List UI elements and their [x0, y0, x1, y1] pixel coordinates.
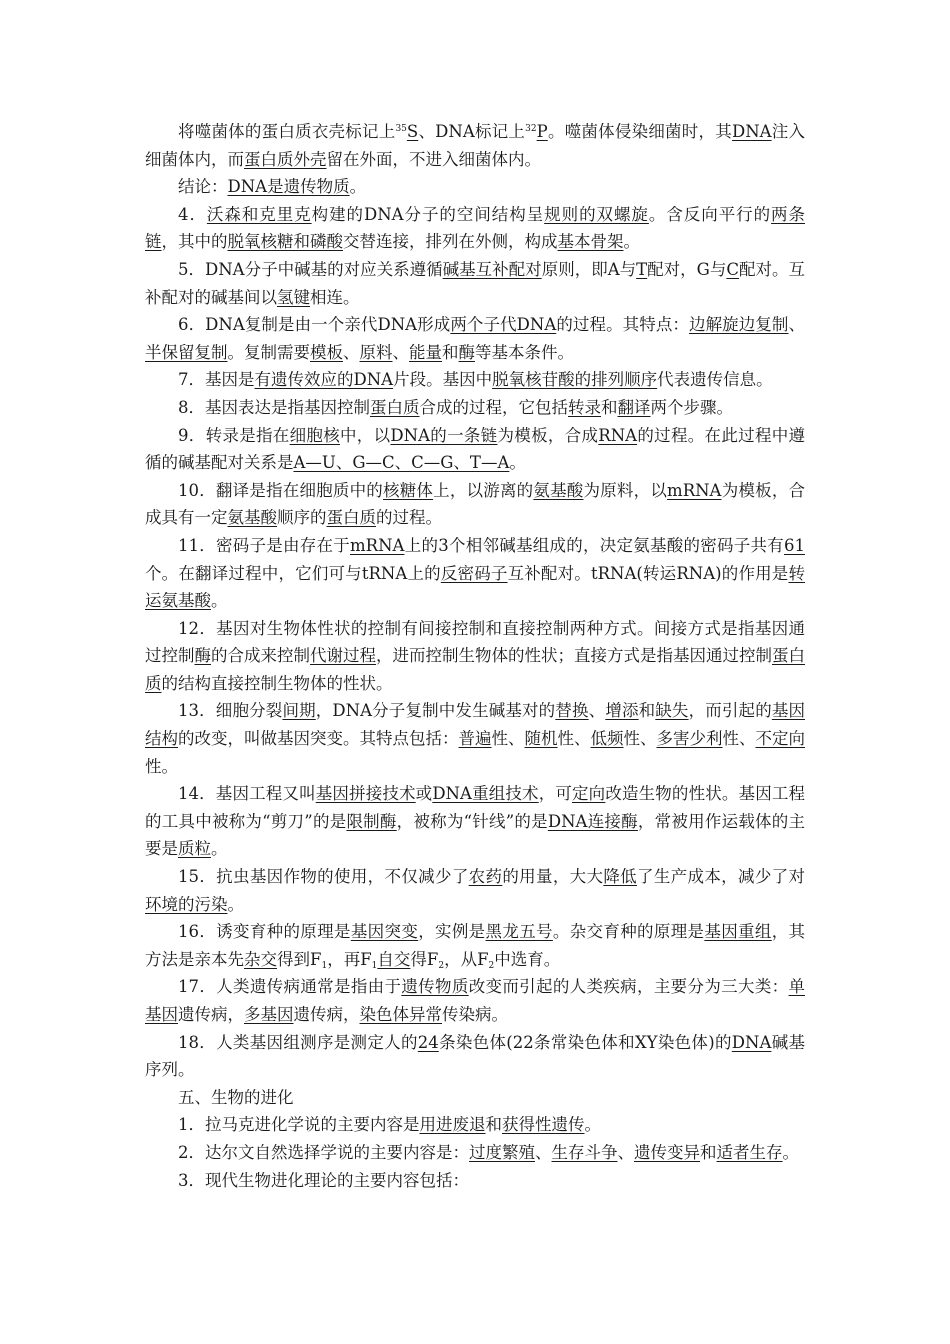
- underlined-answer: 能量: [409, 342, 442, 362]
- underlined-answer: 酶: [194, 646, 211, 666]
- paragraph: [145, 201, 805, 256]
- text-run: 、: [535, 1142, 552, 1162]
- underlined-answer: 两个子代DNA: [450, 315, 557, 335]
- underlined-answer: 基因突变: [350, 922, 419, 942]
- subscript: 1: [371, 960, 378, 971]
- text-run: 得F: [410, 949, 439, 969]
- text-run: 性、: [491, 729, 525, 749]
- underlined-answer: 翻译: [617, 397, 651, 417]
- document-body: [145, 118, 805, 1194]
- text-run: 。: [782, 1142, 799, 1162]
- text-run: 12．基因对生物体性状的控制有间接控制和直接控制两种方式。间接方式是指基因通过控制: [145, 618, 805, 666]
- text-run: 个。在翻译过程中，它们可与tRNA上的: [145, 563, 441, 583]
- paragraph: [145, 615, 805, 698]
- text-run: ，DNA分子复制中发生碱基对的: [315, 701, 556, 721]
- subscript: 2: [488, 960, 495, 971]
- text-run: 将噬菌体的蛋白质衣壳标记上: [178, 122, 396, 141]
- underlined-answer: 转运氨基酸: [145, 563, 805, 611]
- text-run: 5．DNA分子中碱基的对应关系遵循: [178, 259, 443, 279]
- underlined-answer: 原料: [359, 342, 393, 362]
- text-run: 、: [343, 342, 360, 362]
- paragraph: [145, 697, 805, 780]
- text-run: 的改变，叫做基因突变。其特点包括：: [178, 729, 459, 749]
- text-run: 为模板，合成具有一定: [145, 480, 806, 528]
- text-run: 9．转录是指在: [178, 425, 290, 445]
- text-run: 构建的DNA分子的空间结构呈: [311, 204, 545, 224]
- text-run: 配对。互补配对的碱基间以: [145, 259, 806, 307]
- text-run: 。: [623, 232, 640, 252]
- underlined-answer: DNA是遗传物质: [227, 177, 350, 197]
- text-run: ，其方法是亲本先: [145, 922, 806, 969]
- text-run: 遗传病，: [293, 1005, 360, 1024]
- underlined-answer: 遗传变异: [634, 1142, 700, 1162]
- paragraph: [145, 1139, 805, 1167]
- text-run: 改造生物的性状。基因工程的工具中被称为“剪刀”的是: [145, 784, 806, 831]
- text-run: 2．达尔文自然选择学说的主要内容是：: [178, 1142, 469, 1162]
- text-run: 片段。基因中: [393, 370, 493, 390]
- underlined-answer: 间期: [282, 701, 316, 721]
- text-run: ，其中的: [161, 232, 228, 252]
- underlined-answer: 基因结构: [145, 701, 806, 749]
- text-run: 。: [349, 177, 367, 197]
- underlined-answer: 遗传物质: [401, 977, 469, 997]
- text-run: 配对，G与: [647, 259, 727, 279]
- text-run: 、: [617, 1142, 634, 1162]
- text-run: 。杂交育种的原理是: [552, 922, 705, 942]
- paragraph: [145, 780, 805, 863]
- underlined-answer: 61: [784, 535, 805, 555]
- text-run: ，再F: [327, 949, 372, 969]
- underlined-answer: 降低: [603, 867, 638, 887]
- underlined-answer: T: [636, 259, 648, 279]
- underlined-answer: 沃森和克里克: [206, 204, 312, 224]
- underlined-answer: 染色体异常: [359, 1005, 442, 1024]
- underlined-answer: 随机: [524, 729, 558, 749]
- text-run: 改变而引起的人类疾病，主要分为三大类：: [468, 977, 789, 997]
- text-run: 和: [485, 1115, 502, 1135]
- underlined-answer: 核糖体: [383, 480, 434, 500]
- underlined-answer: 代谢过程: [310, 646, 376, 666]
- underlined-answer: 蛋白质外壳: [244, 149, 327, 169]
- underlined-answer: 普遍: [458, 729, 492, 749]
- text-run: 1．拉马克进化学说的主要内容是: [178, 1115, 420, 1135]
- text-run: 、: [588, 701, 606, 721]
- text-run: 。: [584, 1115, 601, 1135]
- text-run: 15．抗虫基因作物的使用，不仅减少了: [178, 867, 469, 887]
- underlined-answer: A—U、G—C、C—G、T—A: [293, 453, 510, 473]
- text-run: 的结构直接控制生物体的性状。: [161, 673, 393, 693]
- subscript: 1: [321, 960, 328, 971]
- superscript: 32: [525, 124, 537, 134]
- underlined-answer: 半保留复制: [145, 342, 228, 362]
- text-run: 3．现代生物进化理论的主要内容包括：: [178, 1170, 469, 1190]
- paragraph: [145, 918, 805, 973]
- text-run: 代表遗传信息。: [657, 370, 773, 390]
- underlined-answer: 环境的污染: [145, 894, 228, 914]
- text-run: 碱基序列。: [145, 1032, 806, 1080]
- underlined-answer: 多害少利: [656, 729, 723, 749]
- text-run: 交替连接，排列在外侧，构成: [343, 232, 558, 252]
- text-run: 注入细菌体内，而: [145, 122, 806, 169]
- text-run: 。: [211, 591, 228, 611]
- underlined-answer: 氨基酸: [533, 480, 584, 500]
- underlined-answer: 质粒: [178, 839, 211, 859]
- text-run: 6．DNA复制是由一个亲代DNA形成: [178, 315, 451, 335]
- text-run: 7．基因是: [178, 370, 255, 390]
- underlined-answer: 多基因: [244, 1005, 294, 1024]
- paragraph: [145, 118, 805, 173]
- text-run: 。复制需要: [227, 342, 310, 362]
- paragraph: [145, 311, 805, 366]
- text-run: 上的3个相邻碱基组成的，决定氨基酸的密码子共有: [404, 535, 784, 555]
- underlined-answer: DNA重组技术: [432, 784, 539, 804]
- underlined-answer: 低频: [590, 729, 624, 749]
- paragraph: [145, 394, 805, 422]
- text-run: ，从F: [444, 949, 489, 969]
- text-run: ，实例是: [418, 922, 486, 942]
- paragraph: [145, 366, 805, 394]
- underlined-answer: 杂交: [244, 949, 277, 969]
- text-run: 遗传病，: [178, 1005, 244, 1024]
- underlined-answer: 农药: [468, 867, 503, 887]
- text-run: 。含反向平行的: [648, 204, 772, 224]
- text-run: 结论：: [178, 177, 228, 197]
- paragraph: [145, 477, 805, 532]
- paragraph: [145, 532, 805, 615]
- text-run: 等基本条件。: [475, 342, 574, 362]
- superscript: 35: [395, 124, 407, 134]
- paragraph: [145, 1029, 805, 1084]
- underlined-answer: 基本骨架: [557, 232, 624, 252]
- underlined-answer: P: [536, 122, 548, 141]
- text-run: 合成的过程，它包括: [419, 397, 568, 417]
- underlined-answer: 替换: [555, 701, 589, 721]
- underlined-answer: 获得性遗传: [502, 1115, 585, 1135]
- underlined-answer: 边解旋边复制: [689, 315, 789, 335]
- underlined-answer: RNA: [598, 425, 638, 445]
- text-run: 的过程。其特点：: [556, 315, 689, 335]
- underlined-answer: mRNA: [350, 535, 405, 555]
- underlined-answer: 不定向: [755, 729, 805, 749]
- text-run: 。: [211, 839, 228, 859]
- text-run: 8．基因表达是指基因控制: [178, 397, 370, 417]
- text-run: 的用量，大大: [502, 867, 604, 887]
- text-run: 原则，即A与: [541, 259, 637, 279]
- text-run: 。: [227, 894, 244, 914]
- text-run: 的合成来控制: [211, 646, 310, 666]
- text-run: ，可: [538, 784, 572, 804]
- text-run: 相连。: [310, 287, 360, 307]
- text-run: 顺序的: [277, 508, 327, 528]
- text-run: 中选育。: [494, 949, 561, 969]
- text-run: 中，以: [340, 425, 391, 445]
- underlined-answer: 基因拼接技术: [315, 784, 416, 804]
- text-run: 了生产成本，减少了对: [637, 867, 806, 887]
- underlined-answer: 单基因: [145, 977, 806, 1024]
- underlined-answer: 生存斗争: [551, 1142, 618, 1162]
- underlined-answer: 蛋白质: [370, 397, 420, 417]
- underlined-answer: 碱基互补配对: [442, 259, 542, 279]
- paragraph: [145, 1084, 805, 1112]
- underlined-answer: 反密码子: [440, 563, 508, 583]
- text-run: 条染色体(22条常染色体和XY染色体)的: [438, 1032, 732, 1052]
- text-run: 的过程。: [376, 508, 442, 528]
- underlined-answer: 规则的双螺旋: [544, 204, 649, 224]
- text-run: ，被称为“针线”的是: [396, 811, 548, 831]
- paragraph: [145, 173, 805, 201]
- text-run: 18．人类基因组测序是测定人的: [178, 1032, 418, 1052]
- text-run: 五、生物的进化: [178, 1087, 294, 1107]
- underlined-answer: 氢键: [277, 287, 310, 307]
- text-run: 上，以游离的: [433, 480, 534, 500]
- text-run: 。: [509, 453, 526, 473]
- text-run: 17．人类遗传病通常是指由于: [178, 977, 402, 997]
- text-run: 和: [601, 397, 618, 417]
- text-run: 或: [415, 784, 433, 804]
- underlined-answer: DNA连接酶: [547, 811, 638, 831]
- underlined-answer: 适者生存: [716, 1142, 783, 1162]
- subscript: 2: [438, 960, 445, 971]
- underlined-answer: 有遗传效应的DNA: [254, 370, 394, 390]
- paragraph: [145, 1167, 805, 1195]
- paragraph: [145, 256, 805, 311]
- text-run: 、: [392, 342, 409, 362]
- underlined-answer: 转录: [568, 397, 601, 417]
- underlined-answer: 过度繁殖: [469, 1142, 535, 1162]
- text-run: 11．密码子是由存在于: [178, 535, 351, 555]
- underlined-answer: DNA: [731, 1032, 772, 1052]
- text-run: 为原料，以: [583, 480, 668, 500]
- text-run: 性、: [623, 729, 657, 749]
- text-run: 和: [442, 342, 459, 362]
- underlined-answer: 增添: [605, 701, 639, 721]
- underlined-answer: mRNA: [667, 480, 722, 500]
- underlined-answer: 定向: [572, 784, 606, 804]
- underlined-answer: 自交: [377, 949, 411, 969]
- text-run: ，而引起的: [688, 701, 772, 721]
- text-run: 和: [700, 1142, 717, 1162]
- underlined-answer: DNA: [731, 122, 772, 141]
- text-run: 得到F: [277, 949, 322, 969]
- underlined-answer: C: [726, 259, 739, 279]
- paragraph: [145, 863, 805, 918]
- text-run: 性。: [145, 756, 178, 776]
- underlined-answer: 黑龙五号: [485, 922, 553, 942]
- underlined-answer: 限制酶: [346, 811, 397, 831]
- text-run: 性、: [557, 729, 591, 749]
- text-run: 14．基因工程又叫: [178, 784, 316, 804]
- text-run: 和: [638, 701, 656, 721]
- text-run: 留在外面，不进入细菌体内。: [326, 149, 541, 169]
- underlined-answer: 脱氧核苷酸的排列顺序: [492, 370, 658, 390]
- underlined-answer: 蛋白质: [145, 646, 805, 693]
- text-run: 两个步骤。: [650, 397, 733, 417]
- underlined-answer: 用进废退: [419, 1115, 486, 1135]
- underlined-answer: S: [406, 122, 419, 141]
- text-run: 。噬菌体侵染细菌时，其: [547, 122, 732, 141]
- paragraph: [145, 973, 805, 1028]
- underlined-answer: 两条链: [145, 204, 805, 252]
- text-run: ，常被用作运载体的主要是: [145, 811, 806, 859]
- text-run: 互补配对。tRNA(转运RNA)的作用是: [507, 563, 789, 583]
- text-run: 10．翻译是指在细胞质中的: [178, 480, 383, 500]
- text-run: 、DNA标记上: [418, 122, 526, 141]
- underlined-answer: 模板: [310, 342, 343, 362]
- underlined-answer: 氨基酸: [227, 508, 277, 528]
- underlined-answer: 蛋白质: [326, 508, 376, 528]
- text-run: 4．: [178, 204, 207, 224]
- text-run: 、: [788, 315, 805, 335]
- underlined-answer: 酶: [458, 342, 475, 362]
- text-run: 的过程。在此过程中遵循的碱基配对关系是: [145, 425, 806, 473]
- underlined-answer: 24: [417, 1032, 439, 1052]
- paragraph: [145, 422, 805, 477]
- text-run: 16．诱变育种的原理是: [178, 922, 351, 942]
- text-run: 传染病。: [442, 1005, 508, 1024]
- underlined-answer: 基因重组: [704, 922, 772, 942]
- text-run: 13．细胞分裂: [178, 701, 283, 721]
- text-run: ，进而控制生物体的性状；直接方式是指基因通过控制: [376, 646, 772, 666]
- text-run: 为模板，合成: [497, 425, 599, 445]
- paragraph: [145, 1111, 805, 1139]
- underlined-answer: DNA的一条链: [390, 425, 498, 445]
- text-run: 性、: [722, 729, 756, 749]
- underlined-answer: 脱氧核糖和磷酸: [227, 232, 343, 252]
- underlined-answer: 细胞核: [289, 425, 340, 445]
- underlined-answer: 缺失: [655, 701, 689, 721]
